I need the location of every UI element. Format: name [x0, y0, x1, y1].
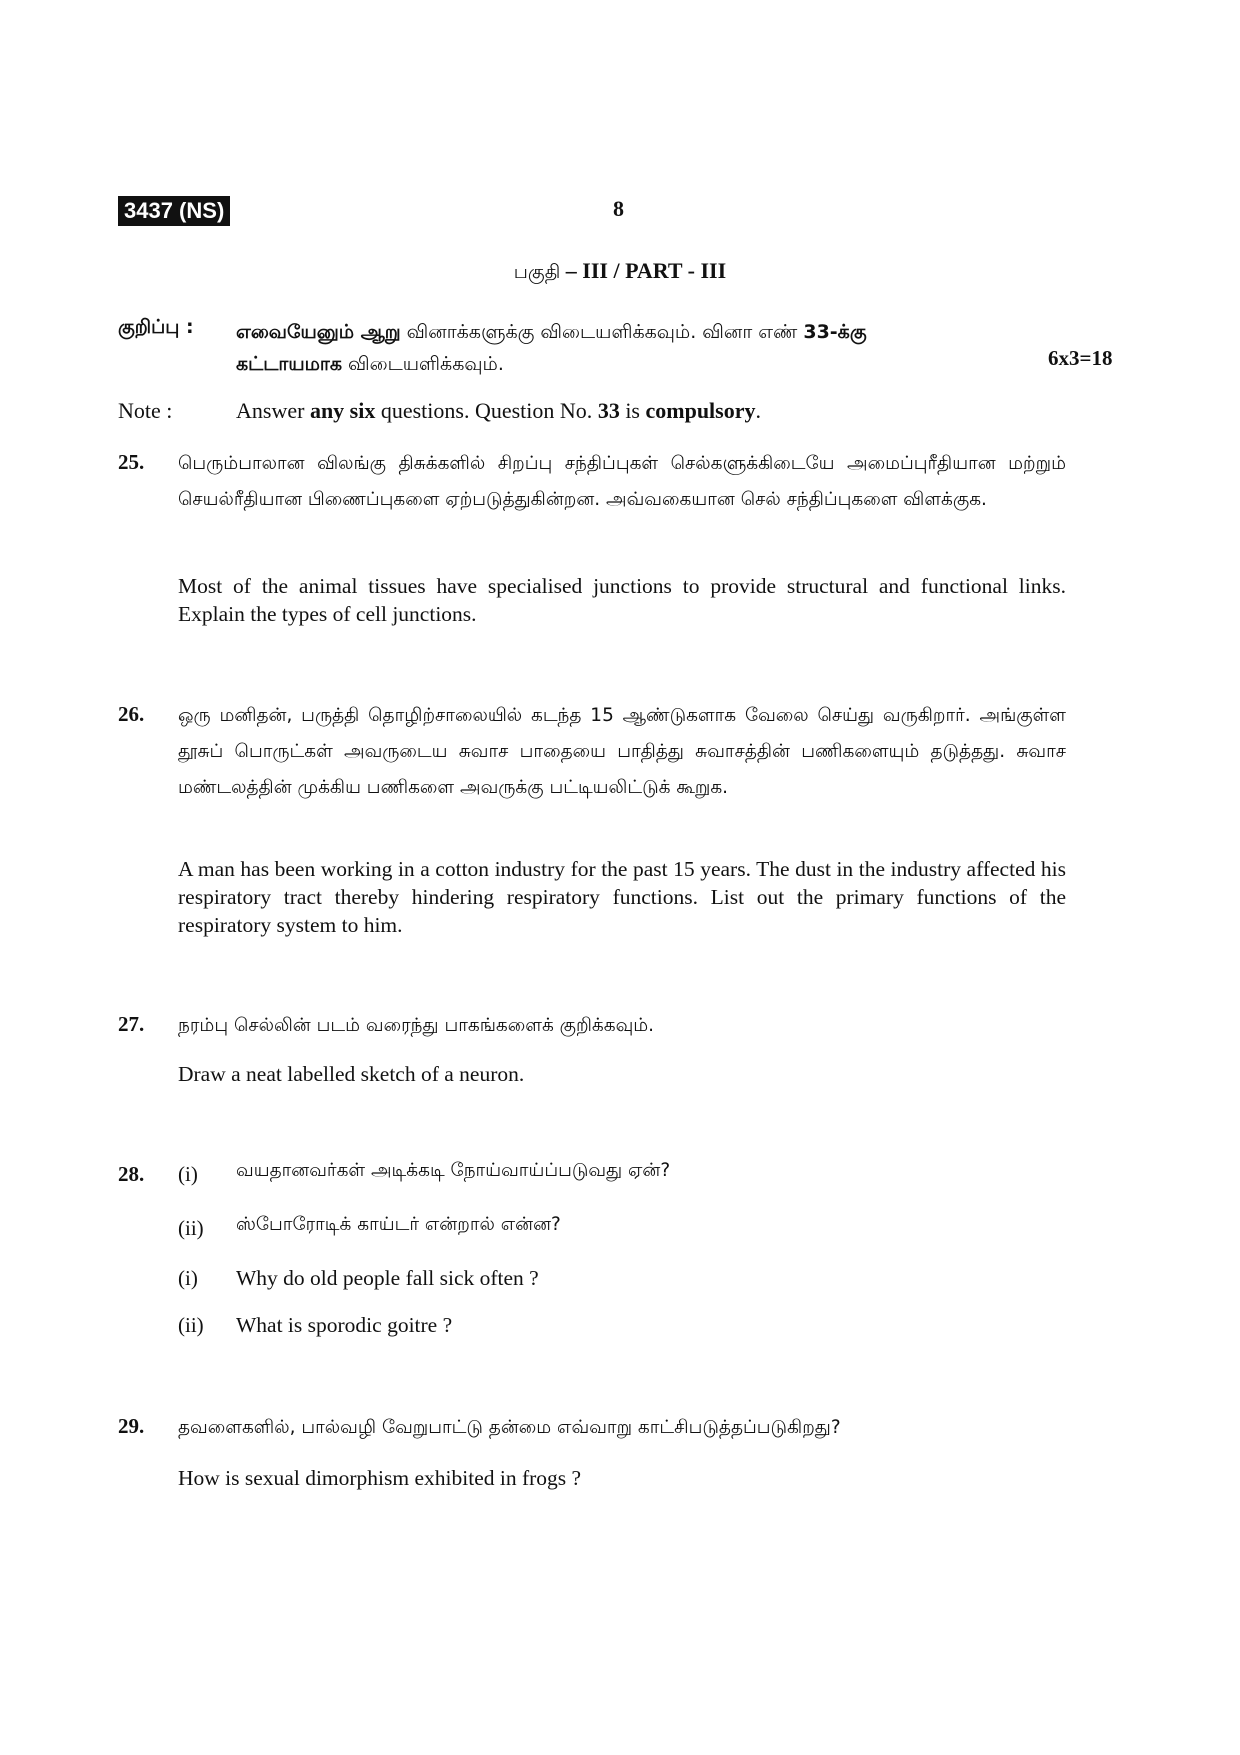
subpart-label: (i): [178, 1266, 198, 1290]
question-number: 25.: [118, 450, 145, 474]
subpart-label: (ii): [178, 1313, 204, 1337]
subpart-label: (i): [178, 1162, 198, 1186]
part-title-english: III / PART - III: [582, 258, 727, 283]
question-tamil-text: நரம்பு செல்லின் படம் வரைந்து பாகங்களைக் குறிக்கவும்.: [178, 1015, 655, 1036]
subpart-text: ஸ்போரோடிக் காய்டர் என்றால் என்ன?: [236, 1214, 561, 1235]
subpart-text: வயதானவர்கள் அடிக்கடி நோய்வாய்ப்படுவது ஏன்?: [236, 1160, 671, 1181]
question-tamil-text: தவளைகளில், பால்வழி வேறுபாட்டு தன்மை எவ்வாறு காட்சிபடுத்தப்படுகிறது?: [178, 1417, 841, 1438]
question-english-text: How is sexual dimorphism exhibited in frogs ?: [178, 1466, 582, 1490]
part-title-separator: –: [565, 258, 577, 283]
question-tamil-text: ஒரு மனிதன், பருத்தி தொழிற்சாலையில் கடந்த 15 ஆண்டுகளாக வேலை செய்து வருகிறார். அங்குள்ள தூசுப் பொருட்கள் அவருடைய சுவாச பாதையை பாதித்து சுவாசத்தின் பணிகளையும் தடுத்தது. சுவாச மண்டலத்தின் முக்கிய பணிகளை அவருக்கு பட்டியலிட்டுக் கூறுக.: [178, 705, 1066, 798]
question-english-text: Most of the animal tissues have specialised junctions to provide structural and functional links. Explain the types of cell junctions.: [178, 574, 1066, 626]
paper-code-badge: 3437 (NS): [118, 196, 230, 226]
subpart-label: (ii): [178, 1216, 204, 1240]
page-number: 8: [613, 196, 624, 221]
subpart-text: Why do old people fall sick often ?: [236, 1266, 539, 1290]
question-number: 28.: [118, 1162, 145, 1186]
english-note-text: Answer any six questions. Question No. 33 is compulsory.: [236, 398, 761, 423]
question-english-text: Draw a neat labelled sketch of a neuron.: [178, 1062, 525, 1086]
subpart-text: What is sporodic goitre ?: [236, 1313, 453, 1337]
tamil-note-text: எவையேனும் ஆறு வினாக்களுக்கு விடையளிக்கவும். வினா எண் 33-க்கு கட்டாயமாக விடையளிக்கவும்.: [236, 321, 867, 375]
part-title-tamil: பகுதி: [513, 261, 561, 283]
part-title: [0, 258, 1240, 286]
question-number: 26.: [118, 702, 145, 726]
question-number: 27.: [118, 1012, 145, 1036]
question-english-text: A man has been working in a cotton industry for the past 15 years. The dust in the industry affected his respiratory tract thereby hindering respiratory functions. List out the primary functions of the respiratory system to him.: [178, 857, 1066, 937]
marks-allocation: 6x3=18: [1048, 346, 1113, 370]
english-note-label: Note :: [118, 398, 173, 423]
question-number: 29.: [118, 1414, 145, 1438]
tamil-note-label: குறிப்பு :: [118, 316, 194, 338]
question-tamil-text: பெரும்பாலான விலங்கு திசுக்களில் சிறப்பு சந்திப்புகள் செல்களுக்கிடையே அமைப்புரீதியான மற்றும் செயல்ரீதியான பிணைப்புகளை ஏற்படுத்துகின்றன. அவ்வகையான செல் சந்திப்புகளை விளக்குக.: [178, 453, 1066, 510]
